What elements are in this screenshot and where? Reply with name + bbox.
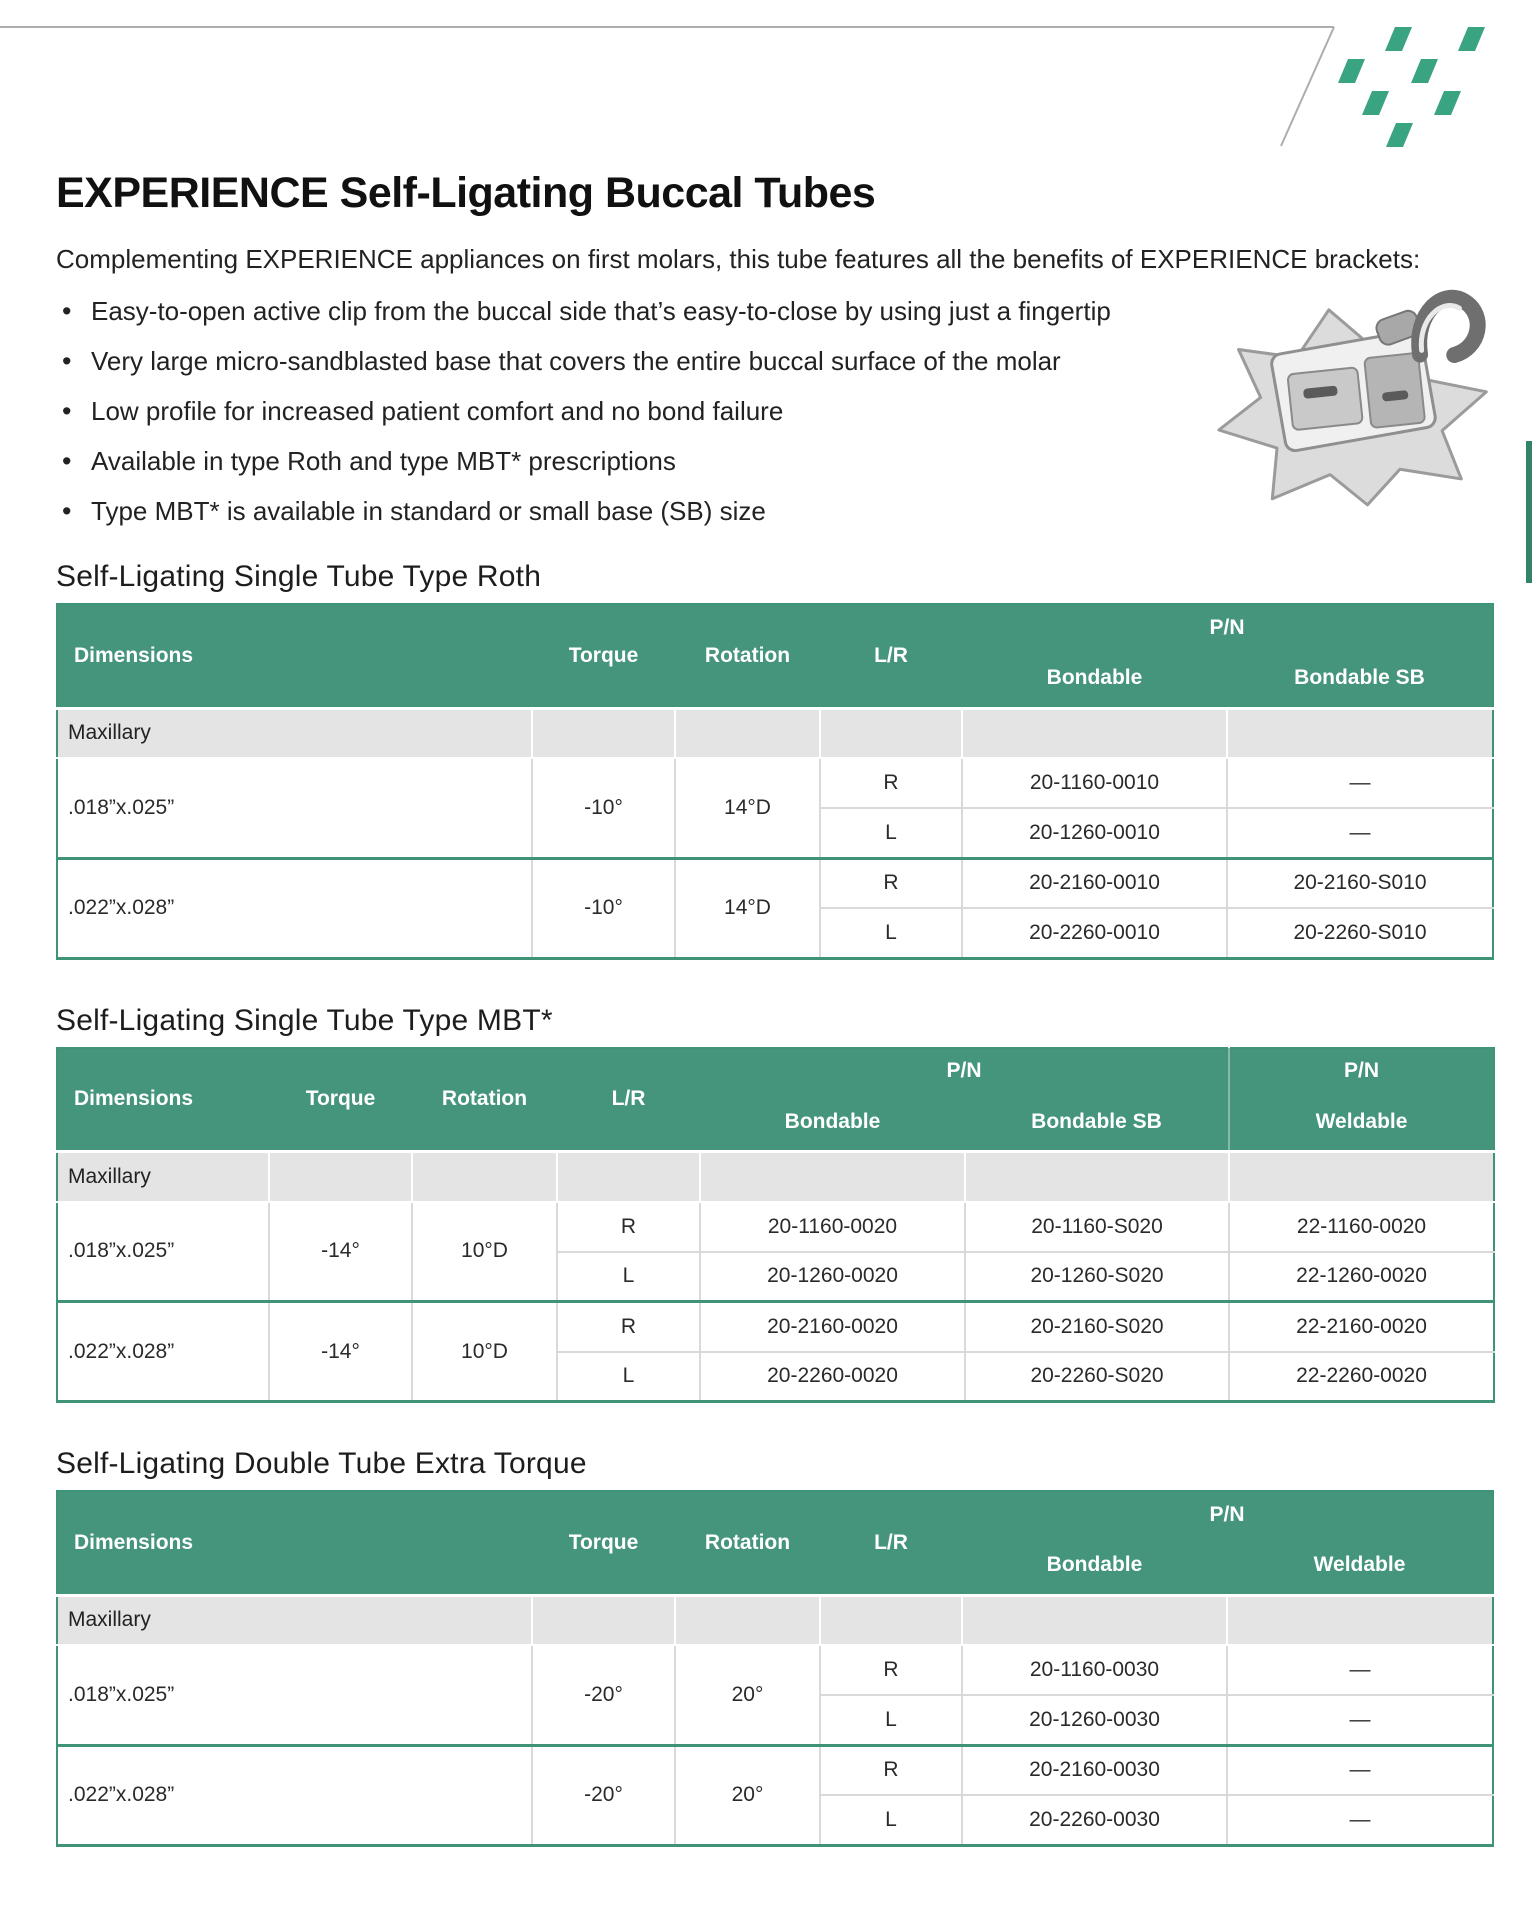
part-number-cell: 20-2160-0010 <box>962 858 1227 908</box>
pn-column-header: Bondable <box>700 1094 965 1152</box>
section-label: Maxillary <box>57 1595 532 1645</box>
pn-column-header: Weldable <box>1227 1537 1493 1595</box>
bullet-item <box>60 436 1493 486</box>
column-header: Dimensions <box>57 604 532 708</box>
part-number-cell: 20-2260-0010 <box>962 908 1227 958</box>
part-number-cell: 20-2260-S010 <box>1227 908 1493 958</box>
torque-cell: -20° <box>532 1645 675 1745</box>
lr-cell: L <box>820 1695 962 1745</box>
part-number-cell: 20-1160-S020 <box>965 1202 1229 1252</box>
pn-column-header: Bondable SB <box>965 1094 1229 1152</box>
table-heading: Self-Ligating Double Tube Extra Torque <box>56 1447 587 1480</box>
section-cell <box>412 1152 557 1202</box>
part-number-cell: 20-1160-0020 <box>700 1202 965 1252</box>
lr-cell: R <box>820 858 962 908</box>
table-row <box>57 1202 1494 1252</box>
torque-cell: -14° <box>269 1202 412 1302</box>
column-header: Torque <box>269 1048 412 1152</box>
column-header: Rotation <box>675 604 820 708</box>
table-row <box>57 1302 1494 1352</box>
column-header: Torque <box>532 1491 675 1595</box>
part-number-cell: 22-1160-0020 <box>1229 1202 1494 1252</box>
part-number-cell: 20-1260-0020 <box>700 1252 965 1302</box>
part-number-cell: — <box>1227 1695 1493 1745</box>
dimensions-cell: .018”x.025” <box>57 1645 532 1745</box>
torque-cell: -20° <box>532 1745 675 1845</box>
intro-paragraph: Complementing EXPERIENCE appliances on first molars, this tube features all the benefits of EXPERIENCE brackets: <box>56 244 1421 274</box>
section-cell <box>1227 708 1493 758</box>
section-cell <box>675 1595 820 1645</box>
section-cell <box>1229 1152 1494 1202</box>
column-header: L/R <box>557 1048 700 1152</box>
section-cell <box>965 1152 1229 1202</box>
bullet-text: Easy-to-open active clip from the buccal side that’s easy-to-close by using just a fingertip <box>91 296 1111 326</box>
part-number-cell: — <box>1227 808 1493 858</box>
lr-cell: L <box>820 808 962 858</box>
section-cell <box>532 708 675 758</box>
column-header: Rotation <box>412 1048 557 1152</box>
section-cell <box>962 1595 1227 1645</box>
pn-column-header: Bondable SB <box>1227 650 1493 708</box>
pn-column-header: Bondable <box>962 1537 1227 1595</box>
table-row <box>57 1645 1493 1695</box>
section-cell <box>962 708 1227 758</box>
rotation-cell: 14°D <box>675 758 820 858</box>
column-header: Dimensions <box>57 1491 532 1595</box>
part-number-cell: 20-2260-0020 <box>700 1352 965 1402</box>
section-cell <box>700 1152 965 1202</box>
bullet-item <box>60 386 1493 436</box>
table-section-roth <box>56 560 1493 960</box>
section-cell <box>557 1152 700 1202</box>
table-heading: Self-Ligating Single Tube Type Roth <box>56 560 542 593</box>
part-number-cell: 22-2160-0020 <box>1229 1302 1494 1352</box>
column-header: Torque <box>532 604 675 708</box>
part-number-cell: — <box>1227 758 1493 808</box>
part-number-cell: — <box>1227 1795 1493 1845</box>
lr-cell: R <box>820 1745 962 1795</box>
lr-cell: L <box>557 1252 700 1302</box>
lr-cell: L <box>820 908 962 958</box>
section-label: Maxillary <box>57 708 532 758</box>
dimensions-cell: .022”x.028” <box>57 1302 269 1402</box>
part-number-cell: 20-1260-S020 <box>965 1252 1229 1302</box>
lr-cell: R <box>820 1645 962 1695</box>
page-content <box>56 0 1493 1847</box>
dimensions-cell: .022”x.028” <box>57 858 532 958</box>
part-number-cell: 20-1160-0030 <box>962 1645 1227 1695</box>
bullet-text: Available in type Roth and type MBT* prescriptions <box>91 446 676 476</box>
page-title: EXPERIENCE Self-Ligating Buccal Tubes <box>56 169 876 217</box>
column-header: L/R <box>820 604 962 708</box>
rotation-cell: 10°D <box>412 1202 557 1302</box>
table-heading: Self-Ligating Single Tube Type MBT* <box>56 1003 553 1037</box>
part-number-cell: 20-2160-S010 <box>1227 858 1493 908</box>
section-cell <box>269 1152 412 1202</box>
dimensions-cell: .022”x.028” <box>57 1745 532 1845</box>
part-number-cell: 20-2160-S020 <box>965 1302 1229 1352</box>
section-cell <box>1227 1595 1493 1645</box>
table-row <box>57 758 1493 808</box>
lr-cell: L <box>557 1352 700 1402</box>
part-number-cell: 20-1260-0010 <box>962 808 1227 858</box>
column-header: Dimensions <box>57 1048 269 1152</box>
part-number-cell: — <box>1227 1745 1493 1795</box>
part-number-table <box>56 1047 1495 1404</box>
pn-group-header: P/N <box>700 1048 1229 1094</box>
bullet-item <box>60 486 1493 536</box>
bullet-text: Type MBT* is available in standard or small base (SB) size <box>91 496 766 526</box>
part-number-table <box>56 1490 1494 1847</box>
bullet-item <box>60 336 1493 386</box>
part-number-table <box>56 603 1494 960</box>
column-header: L/R <box>820 1491 962 1595</box>
bullet-text: Very large micro-sandblasted base that covers the entire buccal surface of the molar <box>91 346 1061 376</box>
pn-group-header: P/N <box>962 1491 1493 1537</box>
rotation-cell: 20° <box>675 1745 820 1845</box>
section-cell <box>820 1595 962 1645</box>
section-cell <box>675 708 820 758</box>
table-row <box>57 858 1493 908</box>
part-number-cell: 20-1260-0030 <box>962 1695 1227 1745</box>
column-header: Rotation <box>675 1491 820 1595</box>
part-number-cell: 20-1160-0010 <box>962 758 1227 808</box>
pn-column-header: Bondable <box>962 650 1227 708</box>
part-number-cell: — <box>1227 1645 1493 1695</box>
table-row <box>57 1745 1493 1795</box>
rotation-cell: 20° <box>675 1645 820 1745</box>
rotation-cell: 14°D <box>675 858 820 958</box>
section-label: Maxillary <box>57 1152 269 1202</box>
lr-cell: R <box>820 758 962 808</box>
table-section-double-tube <box>56 1447 1493 1847</box>
dimensions-cell: .018”x.025” <box>57 1202 269 1302</box>
part-number-cell: 20-2160-0020 <box>700 1302 965 1352</box>
page-edge-tab <box>1526 441 1532 583</box>
torque-cell: -14° <box>269 1302 412 1402</box>
feature-bullet-list <box>60 286 1493 536</box>
section-cell <box>532 1595 675 1645</box>
pn-group-header: P/N <box>962 604 1493 650</box>
pn-group-header: P/N <box>1229 1048 1494 1094</box>
part-number-cell: 20-2160-0030 <box>962 1745 1227 1795</box>
pn-column-header: Weldable <box>1229 1094 1494 1152</box>
section-cell <box>820 708 962 758</box>
rotation-cell: 10°D <box>412 1302 557 1402</box>
lr-cell: L <box>820 1795 962 1845</box>
torque-cell: -10° <box>532 858 675 958</box>
part-number-cell: 20-2260-0030 <box>962 1795 1227 1845</box>
dimensions-cell: .018”x.025” <box>57 758 532 858</box>
part-number-cell: 22-2260-0020 <box>1229 1352 1494 1402</box>
bullet-text: Low profile for increased patient comfort and no bond failure <box>91 396 784 426</box>
lr-cell: R <box>557 1302 700 1352</box>
lr-cell: R <box>557 1202 700 1252</box>
bullet-item <box>60 286 1493 336</box>
part-number-cell: 22-1260-0020 <box>1229 1252 1494 1302</box>
part-number-cell: 20-2260-S020 <box>965 1352 1229 1402</box>
table-section-mbt <box>56 1004 1493 1404</box>
torque-cell: -10° <box>532 758 675 858</box>
